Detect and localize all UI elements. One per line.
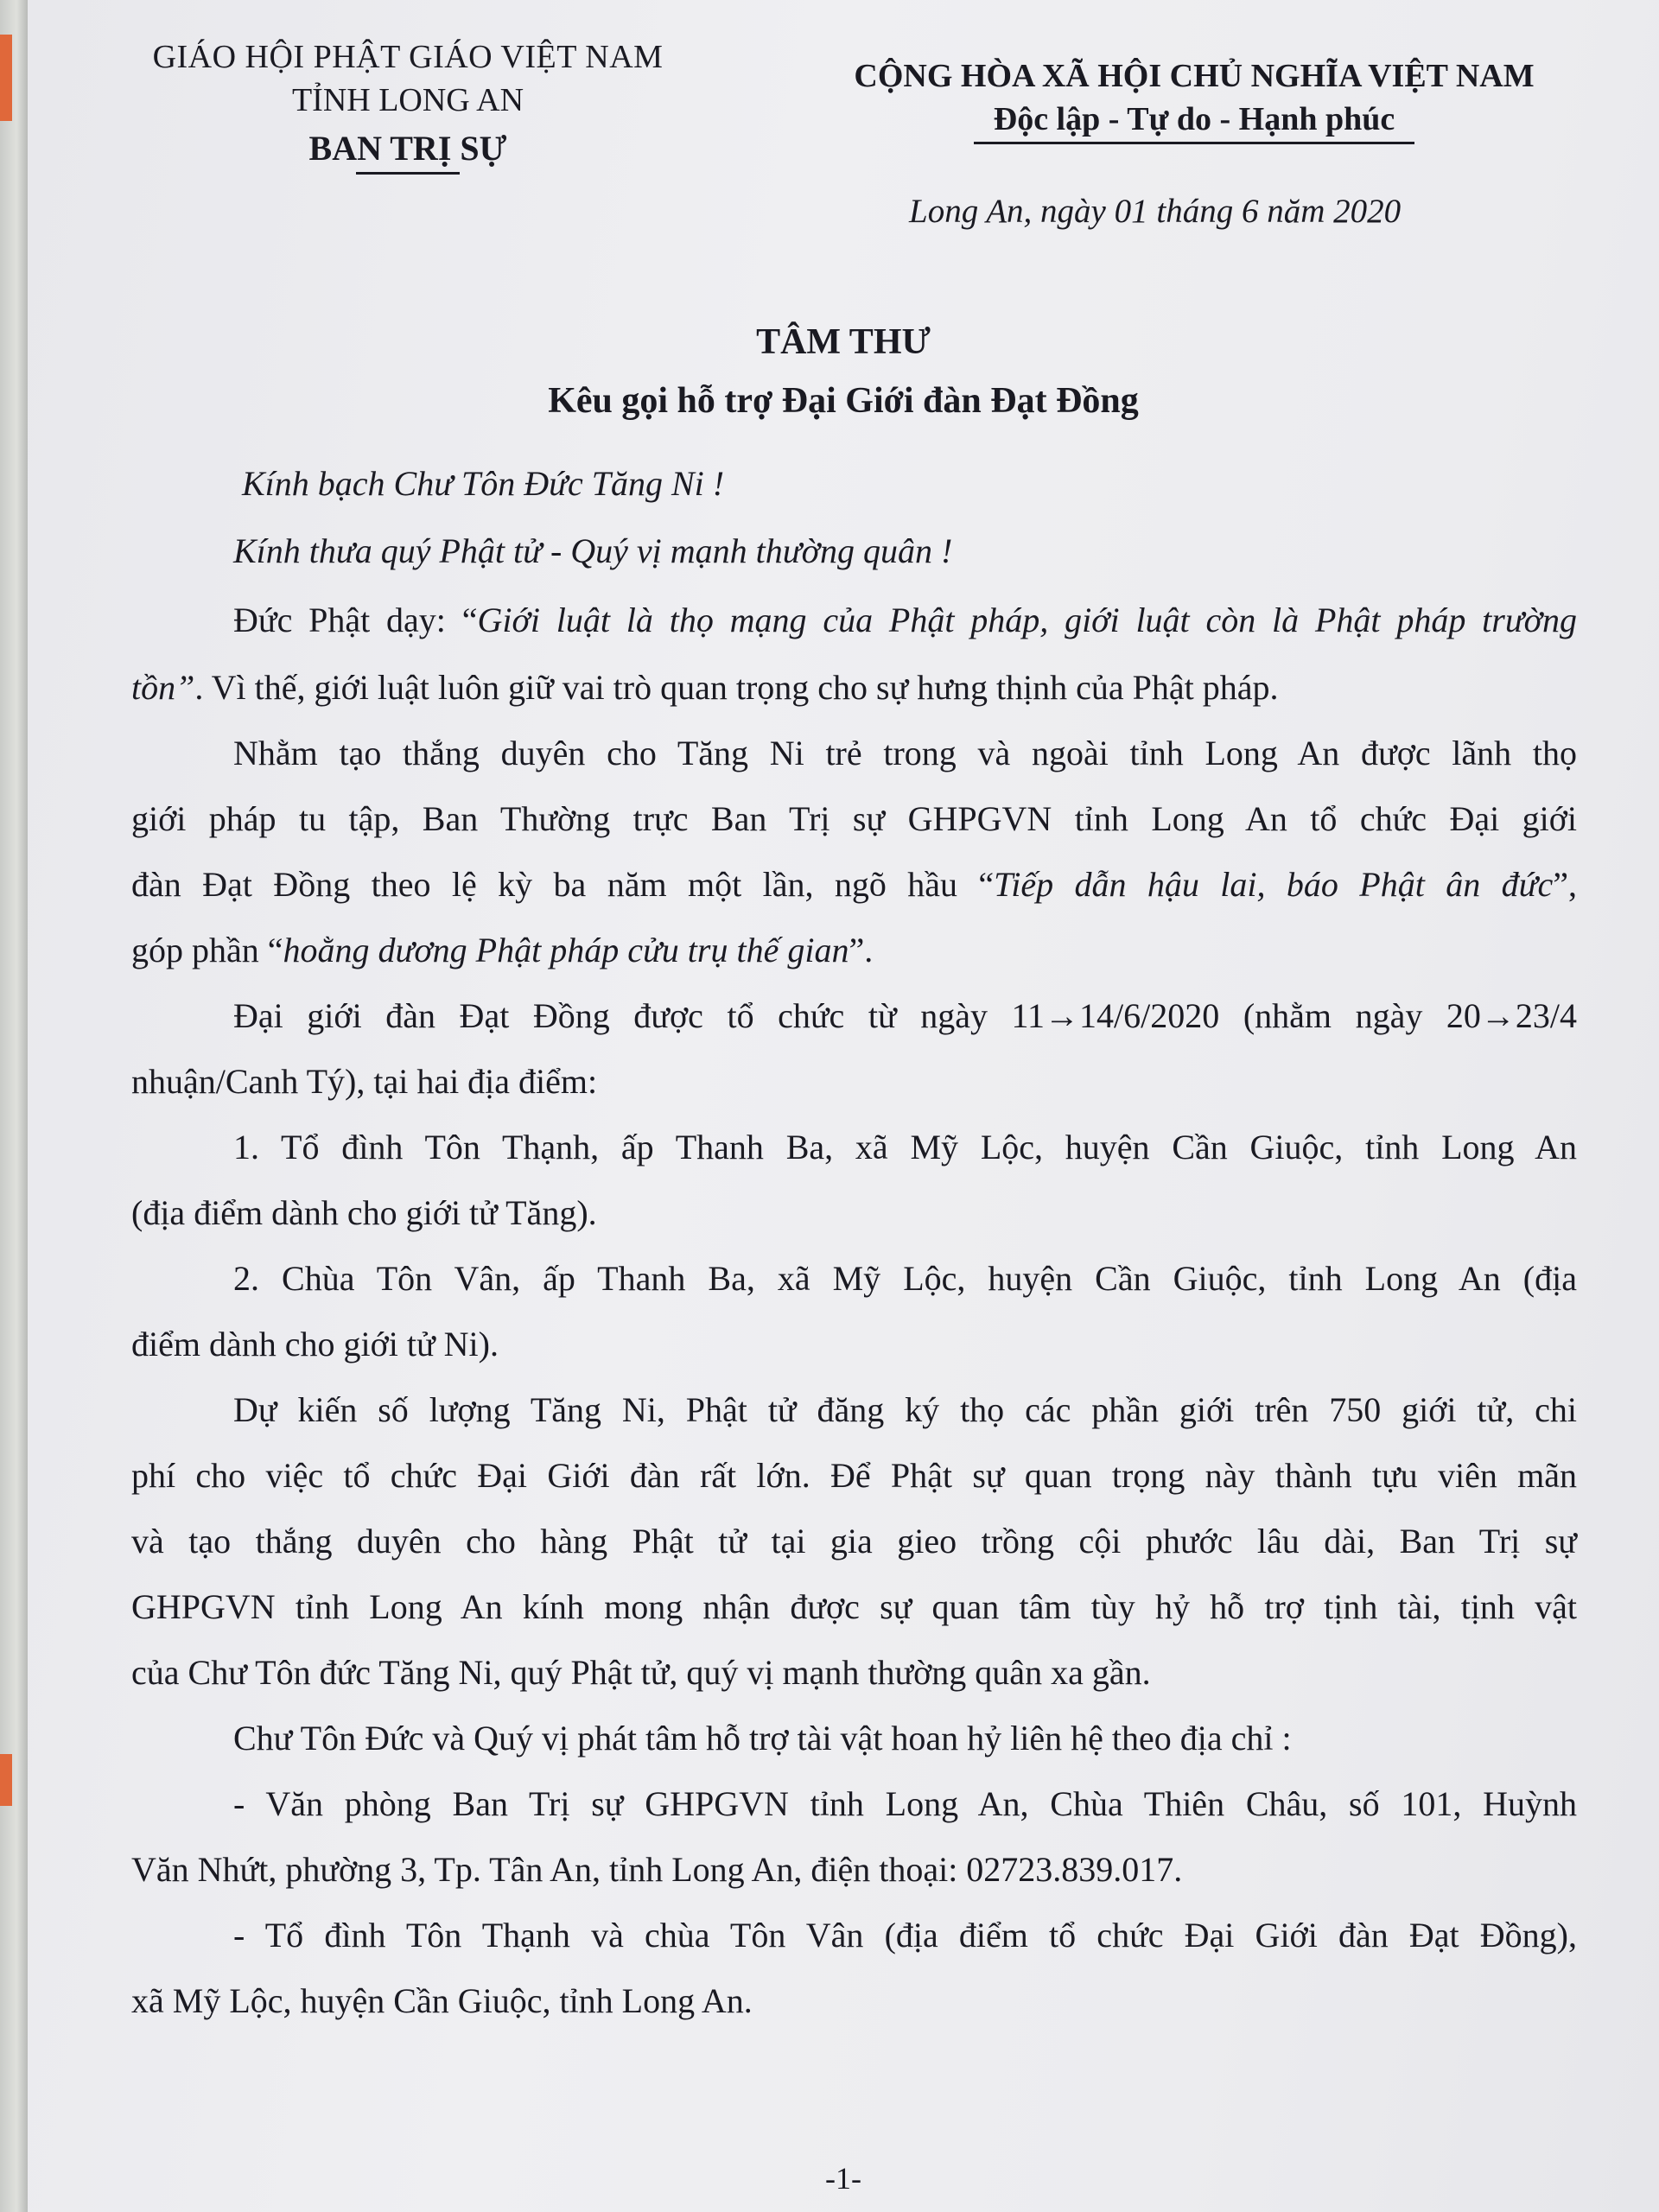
quote-text: Tiếp dẫn hậu lai, báo Phật ân đức [994, 865, 1554, 904]
page-number: -1- [825, 2161, 861, 2196]
text-run: góp phần “ [131, 931, 283, 969]
paragraph-line [131, 667, 1279, 708]
paragraph-line: Dự kiến số lượng Tăng Ni, Phật tử đăng ký thọ các phần giới trên 750 giới tử, chi [233, 1390, 1577, 1429]
header-national [753, 57, 1635, 144]
text-run: ”. [849, 931, 874, 969]
contact-item: - Văn phòng Ban Trị sự GHPGVN tỉnh Long An, Chùa Thiên Châu, số 101, Huỳnh [233, 1784, 1577, 1823]
header-organization [105, 38, 710, 175]
paragraph-line [233, 600, 1577, 640]
paragraph-line: và tạo thắng duyên cho hàng Phật tử tại gia gieo trồng cội phước lâu dài, Ban Trị sự [131, 1522, 1577, 1560]
salutation-laity: Kính thưa quý Phật tử - Quý vị mạnh thường quân ! [233, 531, 953, 570]
document-subtitle: Kêu gọi hỗ trợ Đại Giới đàn Đạt Đồng [548, 381, 1139, 421]
paragraph-line: giới pháp tu tập, Ban Thường trực Ban Trị sự GHPGVN tỉnh Long An tổ chức Đại giới [131, 799, 1577, 838]
page-left-edge [0, 0, 28, 2212]
salutation-monks: Kính bạch Chư Tôn Đức Tăng Ni ! [242, 464, 725, 503]
paragraph-line: Đại giới đàn Đạt Đồng được tổ chức từ ngày 11→14/6/2020 (nhằm ngày 20→23/4 [233, 996, 1577, 1035]
quote-text: Giới luật là thọ mạng của Phật pháp, giới luật còn là Phật pháp trường [477, 601, 1577, 639]
text-run: Đức Phật dạy: “ [233, 601, 478, 639]
text-run: đàn Đạt Đồng theo lệ kỳ ba năm một lần, ngõ hầu “ [131, 865, 995, 904]
document-page [28, 0, 1659, 2212]
department-name: BAN TRỊ SỰ [308, 129, 507, 168]
national-motto: Độc lập - Tự do - Hạnh phúc [993, 101, 1395, 137]
location-item: 1. Tổ đình Tôn Thạnh, ấp Thanh Ba, xã Mỹ Lộc, huyện Cần Giuộc, tỉnh Long An [233, 1128, 1577, 1166]
province-name: TỈNH LONG AN [291, 82, 524, 118]
contact-item: - Tổ đình Tôn Thạnh và chùa Tôn Vân (địa điểm tổ chức Đại Giới đàn Đạt Đồng), [233, 1916, 1577, 1955]
org-name: GIÁO HỘI PHẬT GIÁO VIỆT NAM [152, 39, 664, 75]
paragraph-line: nhuận/Canh Tý), tại hai địa điểm: [131, 1062, 598, 1101]
paragraph-line: của Chư Tôn đức Tăng Ni, quý Phật tử, quý vị mạnh thường quân xa gần. [131, 1653, 1151, 1692]
location-item: 2. Chùa Tôn Vân, ấp Thanh Ba, xã Mỹ Lộc, huyện Cần Giuộc, tỉnh Long An (địa [233, 1259, 1577, 1298]
paragraph-line [131, 864, 1577, 905]
paragraph-line [131, 930, 873, 970]
text-run: . Vì thế, giới luật luôn giữ vai trò quan trọng cho sự hưng thịnh của Phật pháp. [194, 668, 1279, 707]
location-item: (địa điểm dành cho giới tử Tăng). [131, 1193, 597, 1232]
paragraph-line: Nhằm tạo thắng duyên cho Tăng Ni trẻ trong và ngoài tỉnh Long An được lãnh thọ [233, 734, 1577, 772]
edge-mark [0, 1754, 12, 1806]
contact-item: xã Mỹ Lộc, huyện Cần Giuộc, tỉnh Long An. [131, 1981, 753, 2020]
contact-item: Văn Nhứt, phường 3, Tp. Tân An, tỉnh Long An, điện thoại: 02723.839.017. [131, 1850, 1183, 1889]
national-title: CỘNG HÒA XÃ HỘI CHỦ NGHĨA VIỆT NAM [854, 58, 1535, 94]
quote-text: tồn” [131, 668, 195, 707]
paragraph-line: phí cho việc tổ chức Đại Giới đàn rất lớn. Để Phật sự quan trọng này thành tựu viên mãn [131, 1456, 1577, 1495]
header-left-underline [356, 172, 460, 175]
document-title: TÂM THƯ [756, 322, 931, 362]
location-item: điểm dành cho giới tử Ni). [131, 1325, 499, 1363]
motto-underline [974, 142, 1414, 144]
edge-mark [0, 35, 12, 121]
paragraph-line: GHPGVN tỉnh Long An kính mong nhận được sự quan tâm tùy hỷ hỗ trợ tịnh tài, tịnh vật [131, 1587, 1577, 1626]
text-run: ”, [1553, 865, 1577, 904]
quote-text: hoằng dương Phật pháp cửu trụ thế gian [283, 931, 849, 969]
document-date: Long An, ngày 01 tháng 6 năm 2020 [909, 193, 1402, 230]
paragraph-line: Chư Tôn Đức và Quý vị phát tâm hỗ trợ tài vật hoan hỷ liên hệ theo địa chỉ : [233, 1719, 1292, 1758]
